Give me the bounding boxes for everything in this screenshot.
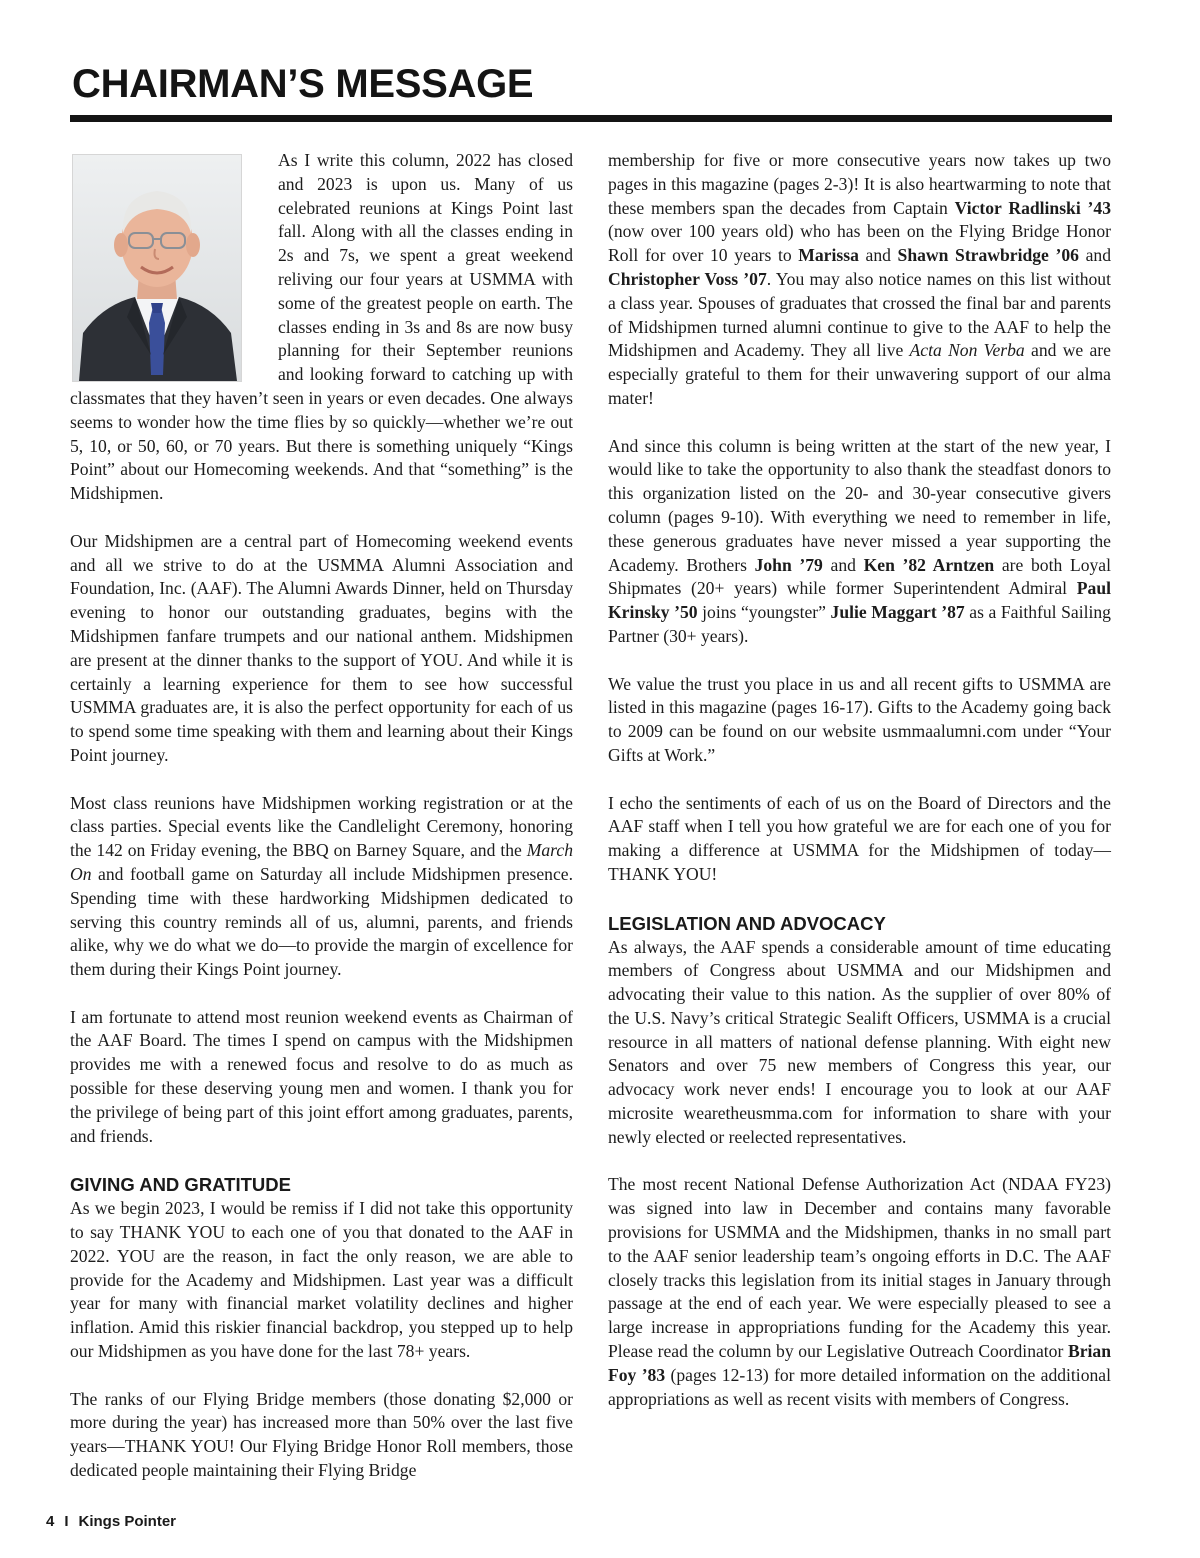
reunion-paragraph: Most class reunions have Midshipmen working registration or at the class parties. Special events like the Candlelight Ceremony, honoring the 142 on Friday evening, the BBQ on Barney Square, and the March On and football game on Saturday all include Midshipmen presence. Spending time with these hardworking Midshipmen dedicated to serving this country reminds all of us, alumni, parents, and friends alike, why we do what we do—to provide the margin of excellence for them during their Kings Point journey. <box>70 792 573 980</box>
page-number: 4 <box>46 1513 55 1530</box>
legislation-heading: LEGISLATION AND ADVOCACY <box>608 912 886 934</box>
donors-paragraph: And since this column is being written at the start of the new year, I would like to take the opportunity to also thank the steadfast donors to this organization listed on the 20- and 30-year consecutive givers column (pages 9-10). With everything we need to remember in life, these generous graduates have never missed a year supporting the Academy. Brothers John ’79 and Ken ’82 Arntzen are both Loyal Shipmates (20+ years) while former Superintendent Admiral Paul Krinsky ’50 joins “youngster” Julie Maggart ’87 as a Faithful Sailing Partner (30+ years). <box>608 435 1111 646</box>
portrait-image <box>73 155 241 381</box>
chairman-paragraph: I am fortunate to attend most reunion weekend events as Chairman of the AAF Board. The times I spend on campus with the Midshipmen provides me with a renewed focus and resolve to do as much as possible for these deserving young men and women. I thank you for the privilege of being part of this joint effort among graduates, parents, and friends. <box>70 1006 573 1146</box>
chairman-portrait <box>72 154 242 382</box>
page-title: CHAIRMAN’S MESSAGE <box>72 62 534 106</box>
publication-name: Kings Pointer <box>78 1513 177 1530</box>
intro-paragraph-1: As I write this column, 2022 has closed and 2023 is upon us. Many of us celebrated reunions at Kings Point last fall. Along with all the classes ending in 2s and 7s, we spent a great weekend reliving our four years at USMMA with some of the greatest people on earth. The classes ending in 3s and 8s are now busy planning for their September reunions and looking forward to catching up with classmates that they haven’t seen in years or even decades. One always seems to wonder how the time flies by so quickly—whether we’re out 5, 10, or 50, 60, or 70 years. But there is something uniquely “Kings Point” about our Homecoming weekends. And that “something” is the Midshipmen. <box>70 150 573 504</box>
legislation-paragraph-2: The most recent National Defense Authorization Act (NDAA FY23) was signed into law in December and contains many favorable provisions for USMMA and the Midshipmen, thanks in no small part to the AAF senior leadership team’s ongoing efforts in D.C. The AAF closely tracks this legislation from its initial stages in January through passage at the end of each year. We were especially pleased to see a large increase in appropriations funding for the Academy this year. Please read the column by our Legislative Outreach Coordinator Brian Foy ’83 (pages 12-13) for more detailed information on the additional appropriations as well as recent visits with members of Congress. <box>608 1174 1111 1409</box>
giving-paragraph-2: The ranks of our Flying Bridge members (those donating $2,000 or more during the year) has increased more than 50% over the last five years—THANK YOU! Our Flying Bridge Honor Roll members, those dedicated people maintaining their Flying Bridge <box>70 1388 573 1481</box>
page-footer <box>46 1513 176 1530</box>
legislation-paragraph-1: As always, the AAF spends a considerable amount of time educating members of Congress about USMMA and our Midshipmen and advocating their value to this nation. As the supplier of over 80% of the U.S. Navy’s critical Strategic Sealift Officers, USMMA is a crucial resource in all matters of national defense planning. With eight new Senators and over 75 new members of Congress this year, our advocacy work never ends! I encourage you to look at our AAF microsite wearetheusmma.com for information to share with your newly elected or reelected representatives. <box>608 936 1111 1147</box>
giving-heading: GIVING AND GRATITUDE <box>70 1174 291 1196</box>
thank-you-paragraph: I echo the sentiments of each of us on the Board of Directors and the AAF staff when I tell you how grateful we are for each one of you for making a difference at USMMA for the Midshipmen of today—THANK YOU! <box>608 792 1111 884</box>
right-column <box>608 149 1111 1435</box>
left-column <box>70 149 573 1507</box>
title-rule <box>70 115 1112 122</box>
giving-paragraph-1: As we begin 2023, I would be remiss if I did not take this opportunity to say THANK YOU to each one of you that donated to the AAF in 2022. YOU are the reason, in fact the only reason, we are able to provide for the Academy and Midshipmen. Last year was a difficult year for many with financial market volatility declines and higher inflation. Amid this riskier financial backdrop, you stepped up to help our Midshipmen as you have done for the last 78+ years. <box>70 1198 573 1362</box>
intro-paragraph-2: Our Midshipmen are a central part of Homecoming weekend events and all we strive to do at the USMMA Alumni Association and Foundation, Inc. (AAF). The Alumni Awards Dinner, held on Thursday evening to honor our outstanding graduates, begins with the Midshipmen fanfare trumpets and our national anthem. Midshipmen are present at the dinner thanks to the support of YOU. And while it is certainly a learning experience for them to see how successful USMMA graduates are, it is also the perfect opportunity for each of us to spend some time speaking with them and learning about their Kings Point journey. <box>70 530 573 765</box>
footer-separator: I <box>64 1513 69 1530</box>
trust-paragraph: We value the trust you place in us and all recent gifts to USMMA are listed in this magazine (pages 16-17). Gifts to the Academy going back to 2009 can be found on our website usmmaalumni.com under “Your Gifts at Work.” <box>608 673 1111 765</box>
honor-roll-paragraph: membership for five or more consecutive years now takes up two pages in this magazine (pages 2-3)! It is also heartwarming to note that these members span the decades from Captain Victor Radlinski ’43 (now over 100 years old) who has been on the Flying Bridge Honor Roll for over 10 years to Marissa and Shawn Strawbridge ’06 and Christopher Voss ’07. You may also notice names on this list without a class year. Spouses of graduates that crossed the final bar and parents of Midshipmen turned alumni continue to give to the AAF to help the Midshipmen and Academy. They all live Acta Non Verba and we are especially grateful to them for their unwavering support of our alma mater! <box>608 150 1111 408</box>
